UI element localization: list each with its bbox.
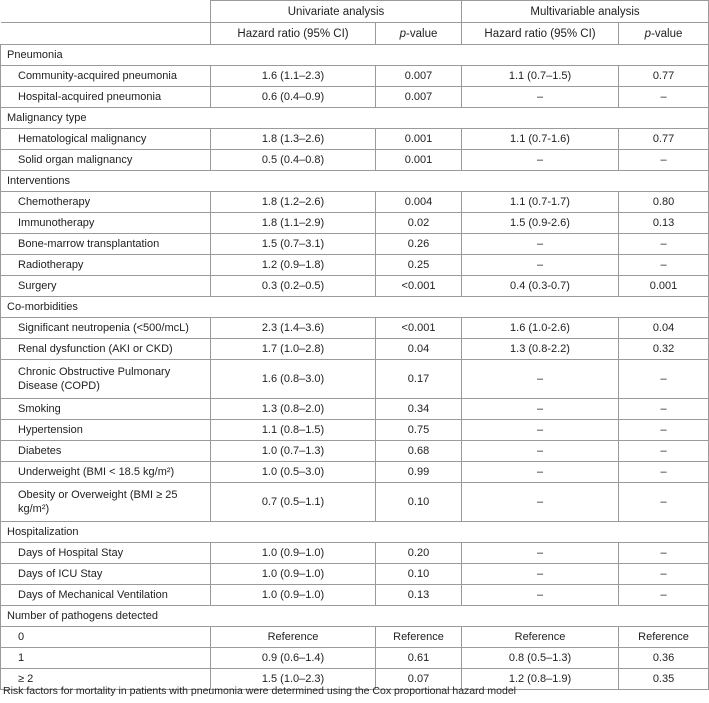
multivariable-hr-cell: – [462, 462, 619, 483]
multivariable-p-cell: 0.35 [619, 669, 709, 690]
row-label: Diabetes [1, 441, 211, 462]
section-header-row [1, 45, 709, 66]
multivariable-p-cell: 0.77 [619, 129, 709, 150]
section-title: Malignancy type [1, 108, 211, 129]
multivariable-p-cell: – [619, 360, 709, 399]
univariate-p-cell: 0.02 [376, 213, 462, 234]
row-label: Significant neutropenia (<500/mcL) [1, 318, 211, 339]
univariate-hr-cell: 0.7 (0.5–1.1) [211, 483, 376, 522]
table-header [1, 1, 709, 45]
multivariable-p-cell: 0.001 [619, 276, 709, 297]
univariate-p-cell: 0.17 [376, 360, 462, 399]
row-label: Community-acquired pneumonia [1, 66, 211, 87]
multivariable-hr-cell: – [462, 399, 619, 420]
p-rest: -value [651, 27, 683, 40]
multivariable-hr-cell: 1.3 (0.8-2.2) [462, 339, 619, 360]
row-label: Renal dysfunction (AKI or CKD) [1, 339, 211, 360]
univariate-hr-cell: 1.0 (0.7–1.3) [211, 441, 376, 462]
row-label: Immunotherapy [1, 213, 211, 234]
univariate-p-cell: 0.007 [376, 87, 462, 108]
row-label: Smoking [1, 399, 211, 420]
univariate-p-cell: 0.61 [376, 648, 462, 669]
table-row [1, 276, 709, 297]
univariate-p-cell: Reference [376, 627, 462, 648]
univariate-hr-cell: 1.8 (1.1–2.9) [211, 213, 376, 234]
row-label: Obesity or Overweight (BMI ≥ 25 kg/m²) [1, 483, 211, 522]
univariate-p-cell: 0.68 [376, 441, 462, 462]
univariate-hr-cell: 1.0 (0.9–1.0) [211, 564, 376, 585]
multivariable-p-cell: Reference [619, 627, 709, 648]
univariate-hr-cell: 1.6 (1.1–2.3) [211, 66, 376, 87]
multivariable-p-cell: – [619, 441, 709, 462]
univariate-p-cell: <0.001 [376, 276, 462, 297]
multivariable-p-header [619, 23, 709, 45]
multivariable-hr-cell: 1.2 (0.8–1.9) [462, 669, 619, 690]
univariate-hr-cell: 0.3 (0.2–0.5) [211, 276, 376, 297]
table-row [1, 318, 709, 339]
multivariable-hr-cell: – [462, 420, 619, 441]
table-row [1, 129, 709, 150]
section-header-row [1, 606, 709, 627]
univariate-p-cell: 0.04 [376, 339, 462, 360]
multivariable-group-header: Multivariable analysis [462, 1, 709, 23]
row-label: Hematological malignancy [1, 129, 211, 150]
univariate-hr-cell: 1.8 (1.2–2.6) [211, 192, 376, 213]
multivariable-hr-cell: – [462, 441, 619, 462]
table-row [1, 399, 709, 420]
univariate-hr-cell: 1.7 (1.0–2.8) [211, 339, 376, 360]
multivariable-hr-cell: – [462, 87, 619, 108]
univariate-hr-cell: 1.5 (1.0–2.3) [211, 669, 376, 690]
section-spacer [211, 171, 709, 192]
row-label: Days of Hospital Stay [1, 543, 211, 564]
univariate-p-cell: 0.001 [376, 129, 462, 150]
table-row [1, 483, 709, 522]
table-row [1, 87, 709, 108]
table-row [1, 150, 709, 171]
header-row-groups [1, 1, 709, 23]
row-label: 1 [1, 648, 211, 669]
multivariable-p-cell: 0.04 [619, 318, 709, 339]
multivariable-hr-cell: 1.5 (0.9-2.6) [462, 213, 619, 234]
univariate-hr-cell: 1.0 (0.9–1.0) [211, 585, 376, 606]
row-label: Days of ICU Stay [1, 564, 211, 585]
table-row [1, 543, 709, 564]
section-header-row [1, 108, 709, 129]
multivariable-p-cell: – [619, 462, 709, 483]
univariate-hr-cell: 1.8 (1.3–2.6) [211, 129, 376, 150]
section-header-row [1, 297, 709, 318]
table-row [1, 564, 709, 585]
table-row [1, 627, 709, 648]
multivariable-p-cell: – [619, 150, 709, 171]
section-spacer [211, 45, 709, 66]
section-spacer [211, 297, 709, 318]
row-label: Solid organ malignancy [1, 150, 211, 171]
table-row [1, 192, 709, 213]
univariate-p-cell: 0.10 [376, 483, 462, 522]
multivariable-hr-cell: 1.1 (0.7-1.7) [462, 192, 619, 213]
univariate-hr-cell: 1.1 (0.8–1.5) [211, 420, 376, 441]
table-row [1, 462, 709, 483]
row-label: Bone-marrow transplantation [1, 234, 211, 255]
univariate-p-cell: 0.20 [376, 543, 462, 564]
row-label: Chronic Obstructive Pulmonary Disease (COPD) [1, 360, 211, 399]
multivariable-hr-cell: 1.1 (0.7-1.6) [462, 129, 619, 150]
table-row [1, 441, 709, 462]
multivariable-hr-cell: 0.4 (0.3-0.7) [462, 276, 619, 297]
univariate-hr-header: Hazard ratio (95% CI) [211, 23, 376, 45]
multivariable-p-cell: 0.77 [619, 66, 709, 87]
row-label: Hypertension [1, 420, 211, 441]
multivariable-hr-cell: 1.6 (1.0-2.6) [462, 318, 619, 339]
multivariable-hr-cell: Reference [462, 627, 619, 648]
table-row [1, 360, 709, 399]
multivariable-hr-cell: – [462, 150, 619, 171]
univariate-p-cell: 0.75 [376, 420, 462, 441]
table-body [1, 45, 709, 690]
section-title: Co-morbidities [1, 297, 211, 318]
univariate-p-cell: 0.99 [376, 462, 462, 483]
multivariable-p-cell: – [619, 585, 709, 606]
multivariable-hr-cell: – [462, 360, 619, 399]
univariate-hr-cell: 1.0 (0.5–3.0) [211, 462, 376, 483]
section-title: Interventions [1, 171, 211, 192]
univariate-p-cell: <0.001 [376, 318, 462, 339]
table-footnote: Risk factors for mortality in patients with pneumonia were determined using the Cox proportional hazard model [3, 685, 517, 697]
univariate-p-cell: 0.10 [376, 564, 462, 585]
univariate-p-cell: 0.007 [376, 66, 462, 87]
table-row [1, 339, 709, 360]
multivariable-p-cell: – [619, 234, 709, 255]
row-label: Chemotherapy [1, 192, 211, 213]
multivariable-p-cell: 0.36 [619, 648, 709, 669]
row-label: Hospital-acquired pneumonia [1, 87, 211, 108]
multivariable-p-cell: 0.32 [619, 339, 709, 360]
univariate-hr-cell: 1.0 (0.9–1.0) [211, 543, 376, 564]
row-label: Days of Mechanical Ventilation [1, 585, 211, 606]
multivariable-hr-cell: – [462, 255, 619, 276]
multivariable-p-cell: – [619, 399, 709, 420]
univariate-p-cell: 0.004 [376, 192, 462, 213]
table-row [1, 648, 709, 669]
multivariable-p-cell: – [619, 564, 709, 585]
table-row [1, 420, 709, 441]
row-label: 0 [1, 627, 211, 648]
multivariable-p-cell: – [619, 255, 709, 276]
multivariable-hr-header: Hazard ratio (95% CI) [462, 23, 619, 45]
section-spacer [211, 108, 709, 129]
univariate-hr-cell: 1.2 (0.9–1.8) [211, 255, 376, 276]
univariate-hr-cell: 0.9 (0.6–1.4) [211, 648, 376, 669]
section-title: Pneumonia [1, 45, 211, 66]
multivariable-hr-cell: – [462, 483, 619, 522]
multivariable-hr-cell: – [462, 564, 619, 585]
univariate-hr-cell: 0.5 (0.4–0.8) [211, 150, 376, 171]
row-label: Underweight (BMI < 18.5 kg/m²) [1, 462, 211, 483]
univariate-p-cell: 0.34 [376, 399, 462, 420]
univariate-hr-cell: 1.6 (0.8–3.0) [211, 360, 376, 399]
univariate-p-cell: 0.07 [376, 669, 462, 690]
p-italic: p [399, 27, 407, 40]
multivariable-hr-cell: – [462, 234, 619, 255]
row-label: Radiotherapy [1, 255, 211, 276]
section-header-row [1, 522, 709, 543]
multivariable-p-cell: 0.13 [619, 213, 709, 234]
multivariable-p-cell: – [619, 87, 709, 108]
multivariable-hr-cell: 1.1 (0.7–1.5) [462, 66, 619, 87]
row-label: ≥ 2 [1, 669, 211, 690]
univariate-hr-cell: Reference [211, 627, 376, 648]
univariate-group-header: Univariate analysis [211, 1, 462, 23]
table-row [1, 234, 709, 255]
section-spacer [211, 606, 709, 627]
multivariable-p-cell: 0.80 [619, 192, 709, 213]
univariate-hr-cell: 0.6 (0.4–0.9) [211, 87, 376, 108]
multivariable-p-cell: – [619, 420, 709, 441]
univariate-p-cell: 0.25 [376, 255, 462, 276]
header-corner [1, 1, 211, 23]
univariate-p-header [376, 23, 462, 45]
table-row [1, 585, 709, 606]
section-header-row [1, 171, 709, 192]
multivariable-hr-cell: – [462, 543, 619, 564]
univariate-p-cell: 0.001 [376, 150, 462, 171]
multivariable-hr-cell: 0.8 (0.5–1.3) [462, 648, 619, 669]
univariate-hr-cell: 1.3 (0.8–2.0) [211, 399, 376, 420]
univariate-p-cell: 0.26 [376, 234, 462, 255]
multivariable-p-cell: – [619, 543, 709, 564]
row-label: Surgery [1, 276, 211, 297]
univariate-p-cell: 0.13 [376, 585, 462, 606]
section-title: Number of pathogens detected [1, 606, 211, 627]
univariate-hr-cell: 2.3 (1.4–3.6) [211, 318, 376, 339]
section-title: Hospitalization [1, 522, 211, 543]
p-italic: p [644, 27, 652, 40]
table-row [1, 66, 709, 87]
table-row [1, 213, 709, 234]
multivariable-p-cell: – [619, 483, 709, 522]
table-row [1, 255, 709, 276]
section-spacer [211, 522, 709, 543]
univariate-hr-cell: 1.5 (0.7–3.1) [211, 234, 376, 255]
header-row-columns [1, 23, 709, 45]
p-rest: -value [406, 27, 438, 40]
multivariable-hr-cell: – [462, 585, 619, 606]
header-corner-lower [1, 23, 211, 45]
